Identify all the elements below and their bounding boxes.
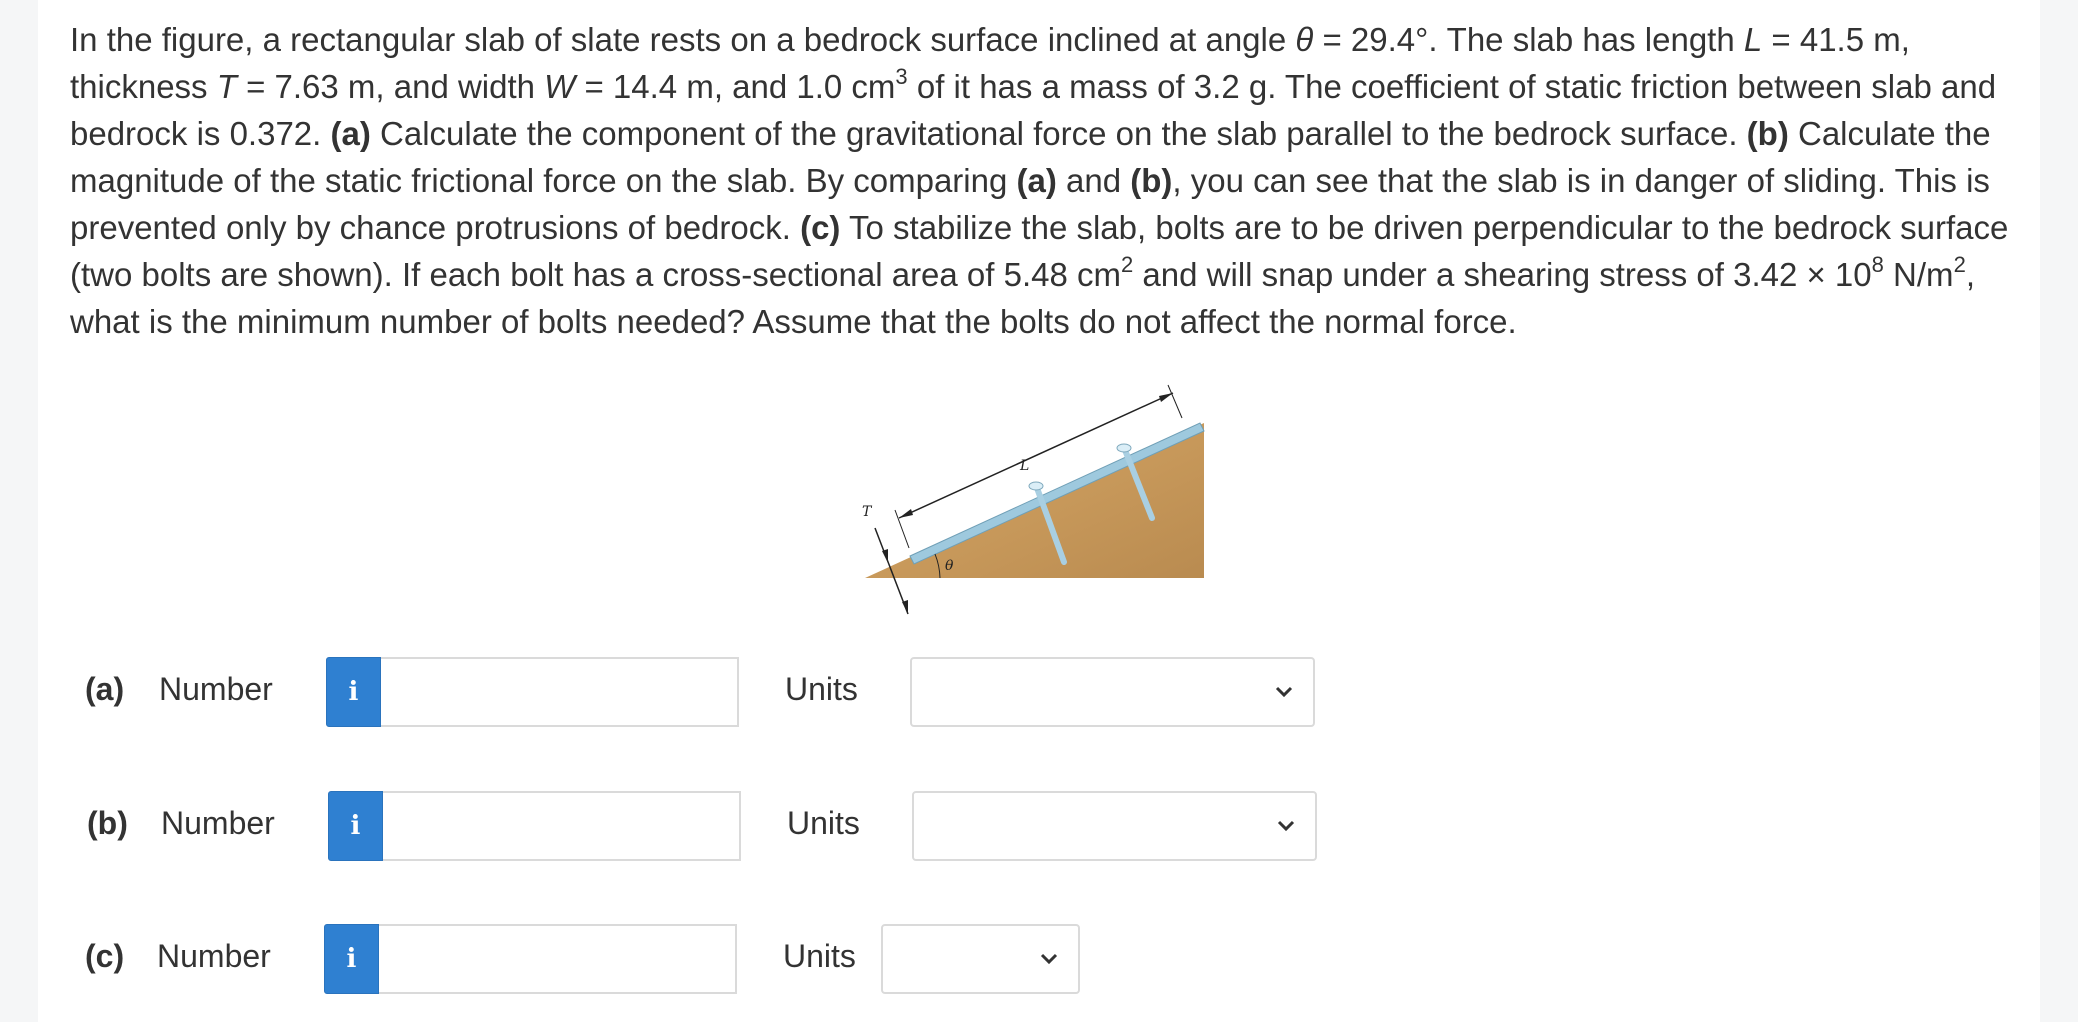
bolt-head <box>1117 444 1131 452</box>
thickness-label: T <box>862 504 872 520</box>
units-select[interactable] <box>910 657 1315 727</box>
part-label: (b) <box>87 805 128 841</box>
units-label: Units <box>787 805 860 841</box>
chevron-down-icon <box>1038 948 1060 970</box>
question-segment: and will snap under a shearing stress of 3.42 × 10 <box>1133 256 1872 293</box>
question-segment: and <box>1056 162 1131 199</box>
arrowhead <box>899 509 913 518</box>
question-segment: = 41.5 m, thickness <box>70 21 1910 105</box>
part-label: (c) <box>85 938 125 974</box>
arrowhead <box>902 600 908 614</box>
info-icon[interactable]: i <box>324 924 379 994</box>
part-c-tag: (c) <box>800 209 841 246</box>
question-segment: Calculate the magnitude of the static frictional force on the slab. By comparing <box>70 115 1991 199</box>
units-select[interactable] <box>881 924 1080 994</box>
width-symbol: W <box>544 68 576 105</box>
superscript: 2 <box>1953 252 1966 277</box>
chevron-down-icon <box>1275 815 1297 837</box>
slab-figure <box>855 378 1215 628</box>
question-segment: of it has a mass of 3.2 g. The coefficient of static friction between slab and bedrock is 0.372. <box>70 68 1997 152</box>
part-a-tag: (a) <box>330 115 371 152</box>
number-input[interactable] <box>381 657 739 727</box>
units-label: Units <box>785 671 858 707</box>
answer-row-b <box>0 791 2078 863</box>
length-symbol: L <box>1743 21 1763 58</box>
number-label: Number <box>161 805 275 841</box>
units-select[interactable] <box>912 791 1317 861</box>
number-input[interactable] <box>383 791 741 861</box>
part-b-tag: (b) <box>1746 115 1789 152</box>
extension-line <box>1168 385 1182 418</box>
answer-row-a <box>0 657 2078 729</box>
answer-row-c <box>0 924 2078 996</box>
number-label: Number <box>159 671 273 707</box>
question-segment: = 29.4°. The slab has length <box>1313 21 1744 58</box>
chevron-down-icon <box>1273 681 1295 703</box>
info-icon[interactable]: i <box>328 791 383 861</box>
question-text <box>70 16 2020 345</box>
superscript: 8 <box>1871 252 1884 277</box>
arrowhead <box>882 549 888 563</box>
number-label: Number <box>157 938 271 974</box>
arrowhead <box>1159 393 1173 402</box>
number-input[interactable] <box>379 924 737 994</box>
question-segment: = 7.63 m, and width <box>236 68 545 105</box>
length-label: L <box>1020 458 1030 474</box>
question-segment: = 14.4 m, and 1.0 cm <box>575 68 896 105</box>
question-segment: In the figure, a rectangular slab of slate rests on a bedrock surface inclined at angle <box>70 21 1296 58</box>
superscript: 3 <box>895 64 908 89</box>
part-b-tag: (b) <box>1130 162 1173 199</box>
thickness-symbol: T <box>216 68 237 105</box>
units-label: Units <box>783 938 856 974</box>
question-segment: Calculate the component of the gravitational force on the slab parallel to the bedrock surface. <box>370 115 1747 152</box>
part-a-tag: (a) <box>1016 162 1057 199</box>
question-segment: , what is the minimum number of bolts needed? Assume that the bolts do not affect the normal force. <box>70 256 1975 340</box>
question-segment: , you can see that the slab is in danger of sliding. This is prevented only by chance protrusions of bedrock. <box>70 162 1990 246</box>
superscript: 2 <box>1121 252 1134 277</box>
question-segment: To stabilize the slab, bolts are to be driven perpendicular to the bedrock surface (two bolts are shown). If each bolt has a cross-sectional area of 5.48 cm <box>70 209 2009 293</box>
question-segment: N/m <box>1883 256 1954 293</box>
part-label: (a) <box>85 671 125 707</box>
bolt-head <box>1029 482 1043 490</box>
info-icon[interactable]: i <box>326 657 381 727</box>
theta-symbol: θ <box>1295 21 1314 58</box>
theta-label: θ <box>945 558 954 574</box>
